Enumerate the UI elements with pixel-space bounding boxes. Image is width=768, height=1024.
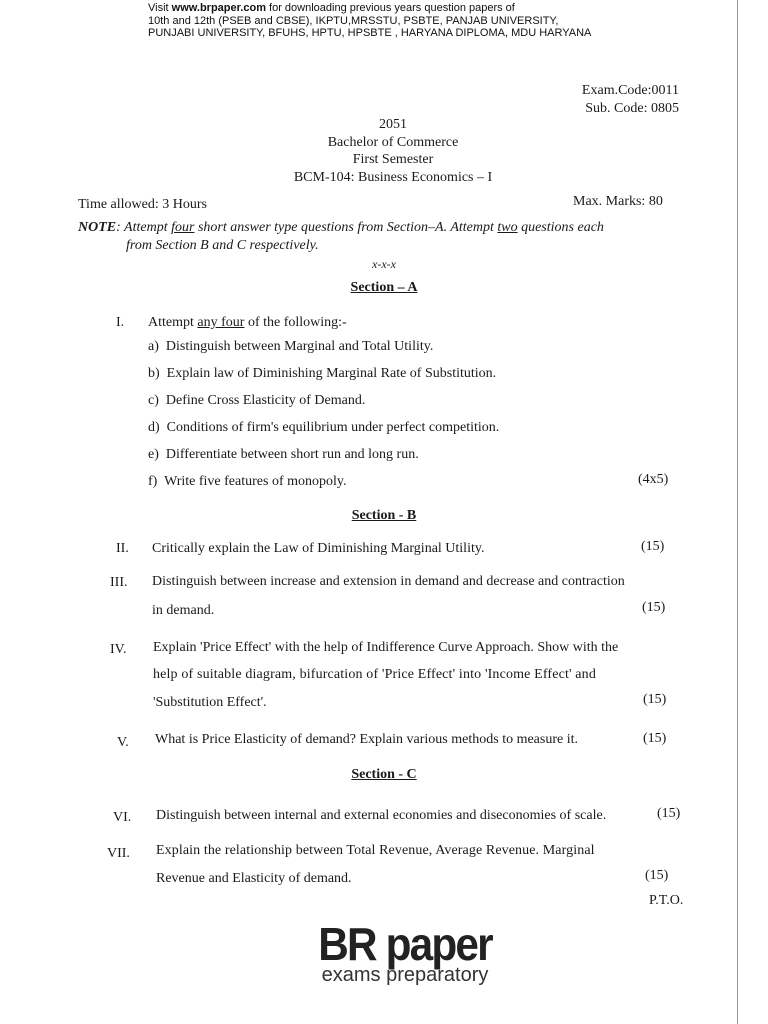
section-a-item: d) Conditions of firm's equilibrium under perfect competition. xyxy=(148,420,500,435)
banner-line-3: PUNJABI UNIVERSITY, BFUHS, HPTU, HPSBTE , HARYANA DIPLOMA, MDU HARYANA xyxy=(148,27,592,39)
section-a-item: c) Define Cross Elasticity of Demand. xyxy=(148,393,366,408)
exam-code: Exam.Code:0011 xyxy=(581,83,679,98)
question-number: VII. xyxy=(107,846,130,861)
banner-line-1: Visit www.brpaper.com for downloading previous years question papers of xyxy=(148,2,515,14)
instructions-note xyxy=(78,219,688,255)
logo-tagline: exams preparatory xyxy=(321,964,489,986)
br-paper-logo xyxy=(305,918,505,986)
max-marks: Max. Marks: 80 xyxy=(573,194,663,209)
question-marks: (15) xyxy=(643,692,667,707)
question-text: help of suitable diagram, bifurcation of 'Price Effect' into 'Income Effect' and xyxy=(153,667,596,682)
question-number: IV. xyxy=(110,642,127,657)
section-a-intro: Attempt any four of the following:- xyxy=(148,315,347,330)
section-b-title: Section - B xyxy=(351,508,417,523)
sub-code: Sub. Code: 0805 xyxy=(585,101,679,116)
time-allowed: Time allowed: 3 Hours xyxy=(78,197,207,212)
banner-site-link[interactable]: www.brpaper.com xyxy=(171,2,266,14)
note-label: NOTE xyxy=(78,220,117,235)
question-number: II. xyxy=(116,541,129,556)
question-text: Revenue and Elasticity of demand. xyxy=(156,871,352,886)
section-a-title: Section – A xyxy=(350,280,418,295)
question-text: Critically explain the Law of Diminishing Marginal Utility. xyxy=(152,541,485,556)
question-marks: (15) xyxy=(641,539,665,554)
please-turn-over: P.T.O. xyxy=(649,893,684,908)
paper-course: BCM-104: Business Economics – I xyxy=(293,169,493,185)
paper-year: 2051 xyxy=(379,117,407,132)
question-text: in demand. xyxy=(152,603,215,618)
question-marks: (15) xyxy=(642,600,666,615)
section-a-item: e) Differentiate between short run and long run. xyxy=(148,447,419,462)
logo-wordmark: BR paper xyxy=(318,918,492,970)
question-text: Distinguish between internal and external economies and diseconomies of scale. xyxy=(156,808,607,823)
question-marks: (4x5) xyxy=(638,472,669,487)
question-number: VI. xyxy=(113,810,132,825)
question-marks: (15) xyxy=(645,868,669,883)
question-text: Explain the relationship between Total Revenue, Average Revenue. Marginal xyxy=(156,843,595,858)
question-text: What is Price Elasticity of demand? Explain various methods to measure it. xyxy=(155,732,579,747)
question-text: Explain 'Price Effect' with the help of Indifference Curve Approach. Show with the xyxy=(153,640,619,655)
question-text: Distinguish between increase and extension in demand and decrease and contraction xyxy=(152,574,625,589)
paper-header xyxy=(0,116,768,186)
paper-degree: Bachelor of Commerce xyxy=(327,134,459,150)
section-c-title: Section - C xyxy=(351,767,417,782)
note-line-1: NOTE: Attempt four short answer type questions from Section–A. Attempt two questions each xyxy=(78,220,604,235)
question-number: I. xyxy=(116,315,125,330)
exam-codes xyxy=(582,82,679,118)
note-line-2: from Section B and C respectively. xyxy=(126,238,319,253)
question-number: III. xyxy=(110,575,128,590)
paper-semester: First Semester xyxy=(352,152,434,167)
question-text: 'Substitution Effect'. xyxy=(153,695,267,710)
divider: x-x-x xyxy=(372,257,396,271)
section-a-item: a) Distinguish between Marginal and Total Utility. xyxy=(148,339,434,354)
banner-line-2: 10th and 12th (PSEB and CBSE), IKPTU,MRSSTU, PSBTE, PANJAB UNIVERSITY, xyxy=(148,14,559,27)
section-a-item: b) Explain law of Diminishing Marginal Rate of Substitution. xyxy=(148,366,497,381)
question-number: V. xyxy=(117,735,129,750)
question-marks: (15) xyxy=(643,731,667,746)
website-banner xyxy=(148,2,708,40)
question-marks: (15) xyxy=(657,806,681,821)
section-a-item: f) Write five features of monopoly. xyxy=(148,474,347,489)
